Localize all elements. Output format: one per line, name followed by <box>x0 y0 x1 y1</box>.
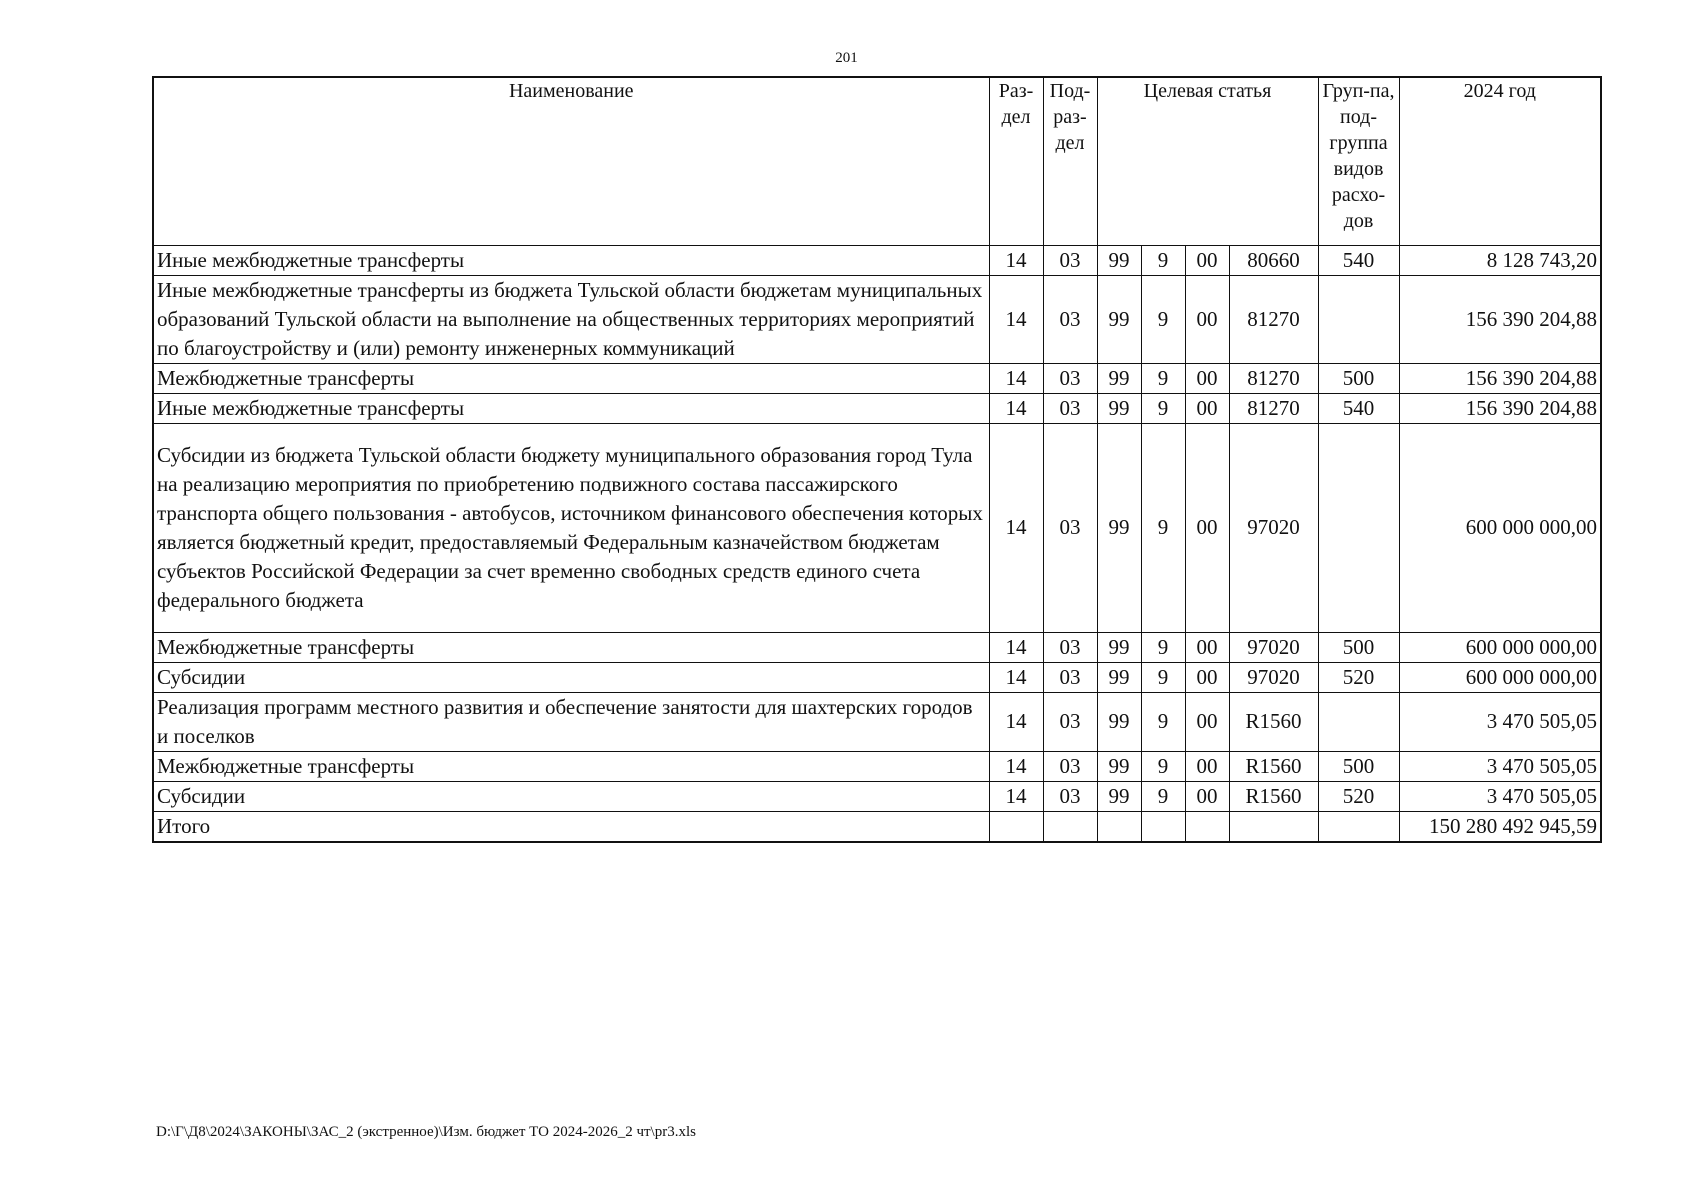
table-row <box>153 692 1601 751</box>
page-number: 201 <box>835 50 858 66</box>
row-target-subprogram: 9 <box>1141 751 1185 781</box>
row-expense-group <box>1318 423 1399 632</box>
row-target-direction: R1560 <box>1229 781 1318 811</box>
empty-cell <box>1097 811 1141 842</box>
header-year: 2024 год <box>1399 77 1601 245</box>
row-target-subprogram: 9 <box>1141 692 1185 751</box>
row-amount: 156 390 204,88 <box>1399 363 1601 393</box>
row-expense-group: 500 <box>1318 751 1399 781</box>
footer-file-path: D:\Г\Д8\2024\ЗАКОНЫ\ЗАС_2 (экстренное)\Изм. бюджет ТО 2024-2026_2 чт\pr3.xls <box>156 1124 696 1140</box>
row-target-direction: 81270 <box>1229 363 1318 393</box>
row-name: Иные межбюджетные трансферты из бюджета Тульской области бюджетам муниципальных образований Тульской области на выполнение на общественных территориях мероприятий по благоустройству и (или) ремонту инженерных коммуникаций <box>153 275 989 363</box>
table-row <box>153 275 1601 363</box>
row-target-program: 99 <box>1097 423 1141 632</box>
row-target-main: 00 <box>1185 692 1229 751</box>
row-podrazdel: 03 <box>1043 662 1097 692</box>
row-razdel: 14 <box>989 781 1043 811</box>
row-target-main: 00 <box>1185 245 1229 275</box>
row-expense-group: 500 <box>1318 632 1399 662</box>
table-row <box>153 632 1601 662</box>
row-podrazdel: 03 <box>1043 393 1097 423</box>
row-razdel: 14 <box>989 423 1043 632</box>
empty-cell <box>1185 811 1229 842</box>
row-podrazdel: 03 <box>1043 423 1097 632</box>
row-target-program: 99 <box>1097 275 1141 363</box>
header-target-article: Целевая статья <box>1097 77 1318 245</box>
row-amount: 600 000 000,00 <box>1399 662 1601 692</box>
row-target-program: 99 <box>1097 751 1141 781</box>
empty-cell <box>989 811 1043 842</box>
empty-cell <box>1318 811 1399 842</box>
row-target-program: 99 <box>1097 363 1141 393</box>
row-target-direction: R1560 <box>1229 751 1318 781</box>
empty-cell <box>1141 811 1185 842</box>
row-target-program: 99 <box>1097 632 1141 662</box>
header-razdel: Раз-дел <box>989 77 1043 245</box>
row-amount: 3 470 505,05 <box>1399 781 1601 811</box>
table-header-row <box>153 77 1601 245</box>
empty-cell <box>1229 811 1318 842</box>
table-row <box>153 363 1601 393</box>
row-razdel: 14 <box>989 751 1043 781</box>
row-name: Иные межбюджетные трансферты <box>153 393 989 423</box>
row-razdel: 14 <box>989 393 1043 423</box>
row-amount: 600 000 000,00 <box>1399 423 1601 632</box>
row-podrazdel: 03 <box>1043 781 1097 811</box>
row-expense-group: 540 <box>1318 245 1399 275</box>
total-row <box>153 811 1601 842</box>
row-target-program: 99 <box>1097 393 1141 423</box>
row-amount: 600 000 000,00 <box>1399 632 1601 662</box>
row-podrazdel: 03 <box>1043 363 1097 393</box>
row-amount: 156 390 204,88 <box>1399 275 1601 363</box>
row-target-direction: 97020 <box>1229 662 1318 692</box>
row-podrazdel: 03 <box>1043 751 1097 781</box>
row-target-main: 00 <box>1185 632 1229 662</box>
header-podrazdel: Под-раз-дел <box>1043 77 1097 245</box>
row-amount: 3 470 505,05 <box>1399 692 1601 751</box>
row-amount: 8 128 743,20 <box>1399 245 1601 275</box>
table-row <box>153 393 1601 423</box>
row-expense-group: 520 <box>1318 781 1399 811</box>
row-target-program: 99 <box>1097 662 1141 692</box>
row-target-direction: 81270 <box>1229 275 1318 363</box>
row-target-main: 00 <box>1185 423 1229 632</box>
row-amount: 3 470 505,05 <box>1399 751 1601 781</box>
row-target-program: 99 <box>1097 781 1141 811</box>
row-target-main: 00 <box>1185 751 1229 781</box>
row-target-main: 00 <box>1185 781 1229 811</box>
row-target-subprogram: 9 <box>1141 781 1185 811</box>
row-target-subprogram: 9 <box>1141 363 1185 393</box>
table-row <box>153 423 1601 632</box>
row-razdel: 14 <box>989 245 1043 275</box>
row-podrazdel: 03 <box>1043 632 1097 662</box>
row-name: Межбюджетные трансферты <box>153 363 989 393</box>
row-target-direction: 81270 <box>1229 393 1318 423</box>
row-target-direction: 97020 <box>1229 423 1318 632</box>
row-amount: 156 390 204,88 <box>1399 393 1601 423</box>
row-expense-group: 540 <box>1318 393 1399 423</box>
row-target-subprogram: 9 <box>1141 393 1185 423</box>
row-name: Субсидии <box>153 781 989 811</box>
empty-cell <box>1043 811 1097 842</box>
row-expense-group: 520 <box>1318 662 1399 692</box>
total-amount: 150 280 492 945,59 <box>1399 811 1601 842</box>
row-podrazdel: 03 <box>1043 245 1097 275</box>
row-target-direction: 80660 <box>1229 245 1318 275</box>
row-razdel: 14 <box>989 632 1043 662</box>
table-row <box>153 245 1601 275</box>
header-expense-group: Груп-па, под-группа видов расхо-дов <box>1318 77 1399 245</box>
total-label: Итого <box>153 811 989 842</box>
row-name: Межбюджетные трансферты <box>153 632 989 662</box>
row-target-program: 99 <box>1097 245 1141 275</box>
header-name: Наименование <box>153 77 989 245</box>
row-name: Субсидии из бюджета Тульской области бюджету муниципального образования город Тула на реализацию мероприятия по приобретению подвижного состава пассажирского транспорта общего пользования - автобусов, источником финансового обеспечения которых является бюджетный кредит, предоставляемый Федеральным казначейством бюджетам субъектов Российской Федерации за счет временно свободных средств единого счета федерального бюджета <box>153 423 989 632</box>
row-razdel: 14 <box>989 692 1043 751</box>
row-expense-group <box>1318 692 1399 751</box>
row-expense-group <box>1318 275 1399 363</box>
row-name: Субсидии <box>153 662 989 692</box>
row-target-program: 99 <box>1097 692 1141 751</box>
row-target-main: 00 <box>1185 393 1229 423</box>
row-podrazdel: 03 <box>1043 692 1097 751</box>
row-target-subprogram: 9 <box>1141 423 1185 632</box>
row-razdel: 14 <box>989 275 1043 363</box>
table-row <box>153 751 1601 781</box>
row-target-main: 00 <box>1185 275 1229 363</box>
row-target-direction: R1560 <box>1229 692 1318 751</box>
row-razdel: 14 <box>989 363 1043 393</box>
budget-table <box>152 76 1602 843</box>
row-target-subprogram: 9 <box>1141 662 1185 692</box>
row-expense-group: 500 <box>1318 363 1399 393</box>
row-name: Межбюджетные трансферты <box>153 751 989 781</box>
row-podrazdel: 03 <box>1043 275 1097 363</box>
row-target-main: 00 <box>1185 662 1229 692</box>
row-target-main: 00 <box>1185 363 1229 393</box>
row-name: Иные межбюджетные трансферты <box>153 245 989 275</box>
row-razdel: 14 <box>989 662 1043 692</box>
row-name: Реализация программ местного развития и обеспечение занятости для шахтерских городов и поселков <box>153 692 989 751</box>
table-row <box>153 662 1601 692</box>
row-target-subprogram: 9 <box>1141 275 1185 363</box>
row-target-direction: 97020 <box>1229 632 1318 662</box>
row-target-subprogram: 9 <box>1141 632 1185 662</box>
table-row <box>153 781 1601 811</box>
row-target-subprogram: 9 <box>1141 245 1185 275</box>
